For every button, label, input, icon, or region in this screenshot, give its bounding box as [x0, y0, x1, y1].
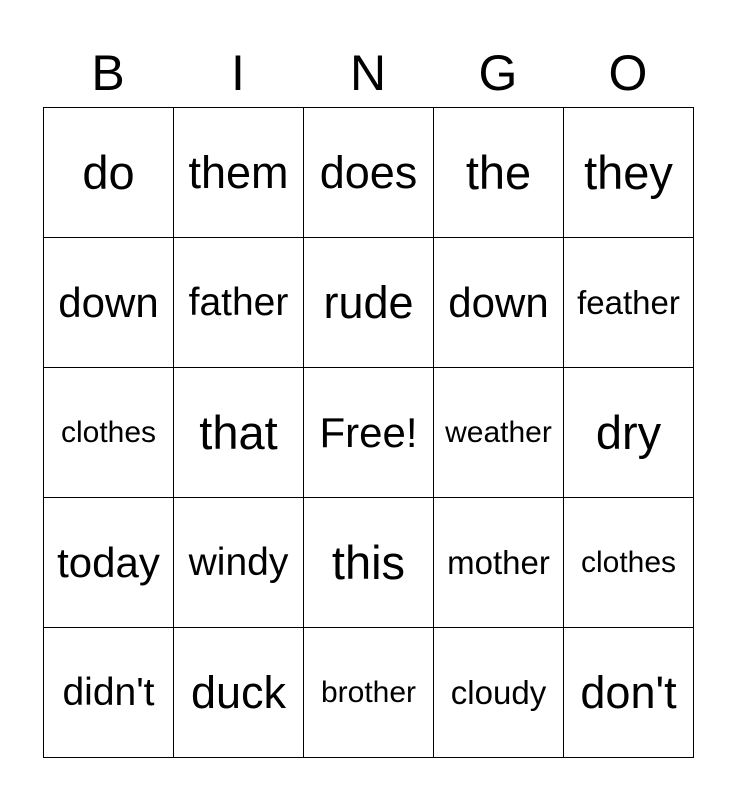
bingo-cell-r2-c5[interactable]: feather [564, 238, 694, 368]
bingo-cell-r1-c1[interactable]: do [44, 108, 174, 238]
bingo-cell-r3-c4[interactable]: weather [434, 368, 564, 498]
bingo-cell-r4-c4[interactable]: mother [434, 498, 564, 628]
bingo-cell-r3-c3 free-space[interactable]: Free! [304, 368, 434, 498]
header-letter-b: B [91, 45, 125, 101]
bingo-cell-r5-c3[interactable]: brother [304, 628, 434, 758]
bingo-cell-r1-c2[interactable]: them [174, 108, 304, 238]
bingo-cell-r2-c1[interactable]: down [44, 238, 174, 368]
bingo-cell-r1-c3[interactable]: does [304, 108, 434, 238]
bingo-header [43, 40, 693, 106]
bingo-cell-r5-c2[interactable]: duck [174, 628, 304, 758]
bingo-cell-r4-c2[interactable]: windy [174, 498, 304, 628]
header-letter-o: O [608, 45, 648, 101]
bingo-cell-r1-c4[interactable]: the [434, 108, 564, 238]
bingo-cell-r3-c1[interactable]: clothes [44, 368, 174, 498]
bingo-cell-r5-c1[interactable]: didn't [44, 628, 174, 758]
header-letter-i: I [231, 45, 245, 101]
bingo-cell-r3-c2[interactable]: that [174, 368, 304, 498]
header-letter-n: N [349, 45, 387, 101]
bingo-cell-r4-c3[interactable]: this [304, 498, 434, 628]
bingo-cell-r4-c5[interactable]: clothes [564, 498, 694, 628]
bingo-cell-r4-c1[interactable]: today [44, 498, 174, 628]
bingo-cell-r2-c3[interactable]: rude [304, 238, 434, 368]
header-letter-g: G [478, 45, 518, 101]
bingo-cell-r5-c4[interactable]: cloudy [434, 628, 564, 758]
bingo-cell-r5-c5[interactable]: don't [564, 628, 694, 758]
bingo-cell-r2-c4[interactable]: down [434, 238, 564, 368]
bingo-cell-r2-c2[interactable]: father [174, 238, 304, 368]
bingo-cell-r1-c5[interactable]: they [564, 108, 694, 238]
bingo-cell-r3-c5[interactable]: dry [564, 368, 694, 498]
bingo-board [43, 107, 694, 758]
